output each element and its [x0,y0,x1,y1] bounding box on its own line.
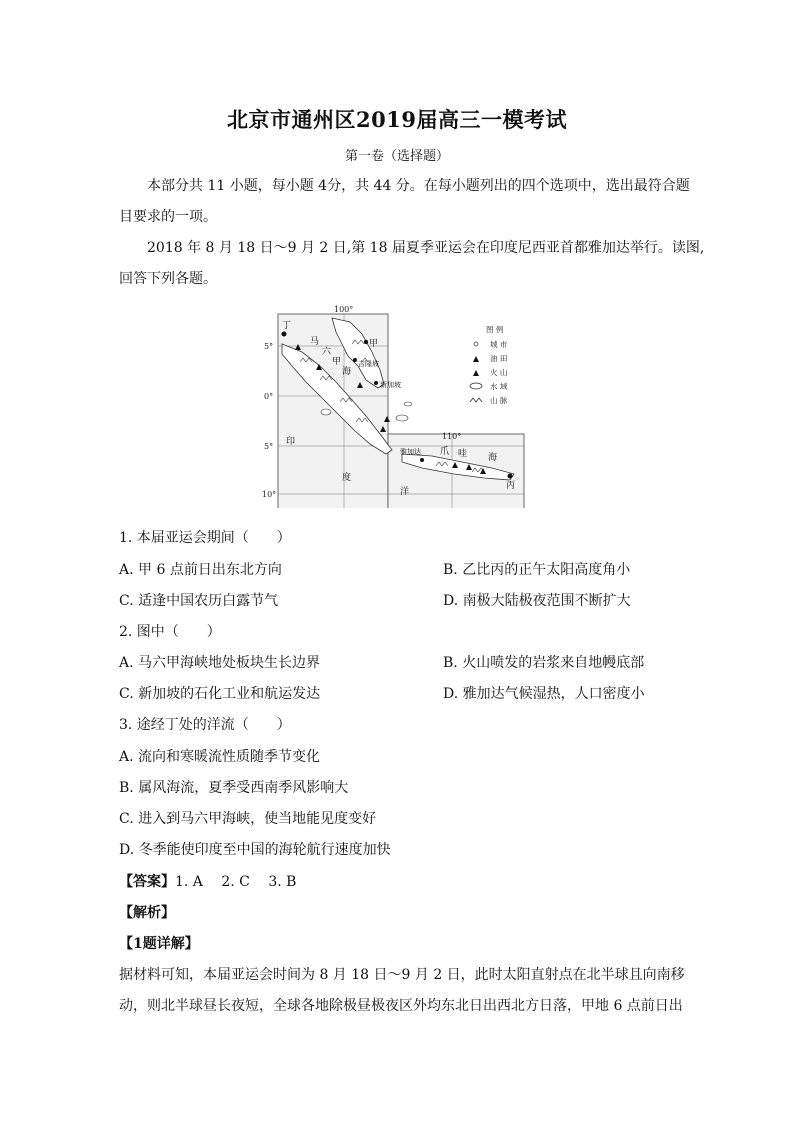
context-line-2: 回答下列各题。 [119,271,217,287]
label-du: 度 [342,473,352,483]
q1-option-c: C. 适逢中国农历白露节气 [119,593,279,609]
legend-title: 图 例 [486,325,504,334]
label-liu: 六 [322,347,332,357]
label-wa: 哇 [458,449,468,459]
section-subtitle: 第一卷（选择题） [344,149,449,164]
city-jia-dot [364,340,368,344]
lon-110-label: 110° [442,432,462,441]
legend-oilfield: 油 田 [490,354,508,363]
label-ding: 丁 [282,321,292,331]
lon-100-label: 100° [334,305,354,314]
city-kl-dot [353,358,357,362]
label-singapore: 新加坡 [380,381,401,389]
answer-label: 【答案】 [119,874,175,890]
city-jakarta-dot [420,458,424,462]
analysis-label: 【解析】 [119,905,175,921]
legend-volcano: 火 山 [490,368,508,377]
label-ma: 马 [310,337,320,347]
lat-5n-label: 5° [264,342,274,351]
label-bing: 丙 [506,481,516,491]
q2-stem: 2. 图中（ ） [119,624,221,640]
answer-line [119,872,296,892]
q3-option-a: A. 流向和寒暖流性质随季节变化 [119,749,321,765]
intro-line-1: 本部分共 11 小题，每小题 4分，共 44 分。在每小题列出的四个选项中，选出最符合题 [147,178,690,194]
answer-text: 1. A 2. C 3. B [175,874,297,890]
q3-option-b: B. 属风海流，夏季受西南季风影响大 [119,780,349,796]
q1-stem: 1. 本届亚运会期间（ ） [119,530,291,546]
legend-city: 城 市 [490,340,508,349]
q1-detail-label: 【1题详解】 [119,936,199,952]
label-kuala-lumpur: 吉隆坡 [358,360,379,368]
q2-option-b: B. 火山喷发的岩浆来自地幔底部 [443,655,645,671]
q2-option-d: D. 雅加达气候湿热，人口密度小 [443,686,645,702]
lat-10s-label: 10° [262,490,277,499]
label-hai: 海 [342,367,352,377]
detail-line-2: 动，则北半球昼长夜短，全球各地除极昼极夜区外均东北日出西北方日落，甲地 6 点前日出 [119,998,683,1014]
label-yang: 洋 [400,487,410,497]
q3-option-d: D. 冬季能使印度至中国的海轮航行速度加快 [119,842,391,858]
label-yin: 印 [286,437,296,447]
legend-water: 水 域 [490,382,508,391]
city-singapore-dot [374,381,378,385]
lat-5s-label: 5° [264,442,274,451]
q2-option-c: C. 新加坡的石化工业和航运发达 [119,686,321,702]
lat-0-label: 0° [264,392,274,401]
label-jia: 甲 [369,339,379,349]
q2-option-a: A. 马六甲海峡地处板块生长边界 [119,655,321,671]
intro-line-2: 目要求的一项。 [119,209,217,225]
label-zhao: 爪 [440,447,450,457]
q3-stem: 3. 途经丁处的洋流（ ） [119,717,291,733]
q1-option-a: A. 甲 6 点前日出东北方向 [119,562,282,578]
city-ding-dot [282,332,287,337]
legend-mountain: 山 脉 [490,396,508,405]
detail-line-1: 据材料可知，本届亚运会时间为 8 月 18 日～9 月 2 日，此时太阳直射点在北半球且向南移 [119,967,685,983]
q1-option-b: B. 乙比丙的正午太阳高度角小 [443,562,631,578]
label-jia2: 甲 [332,357,342,367]
exam-title: 北京市通州区2019届高三一模考试 [227,107,567,132]
city-bing-dot [508,474,513,479]
context-line-1: 2018 年 8 月 18 日～9 月 2 日,第 18 届夏季亚运会在印度尼西亚首都雅加达举行。读图, [147,240,705,256]
q1-option-d: D. 南极大陆极夜范围不断扩大 [443,593,631,609]
southeast-asia-map [262,304,532,508]
label-hai2: 海 [488,453,498,463]
label-jakarta: 雅加达 [400,448,421,456]
q3-option-c: C. 进入到马六甲海峡，使当地能见度变好 [119,811,377,827]
